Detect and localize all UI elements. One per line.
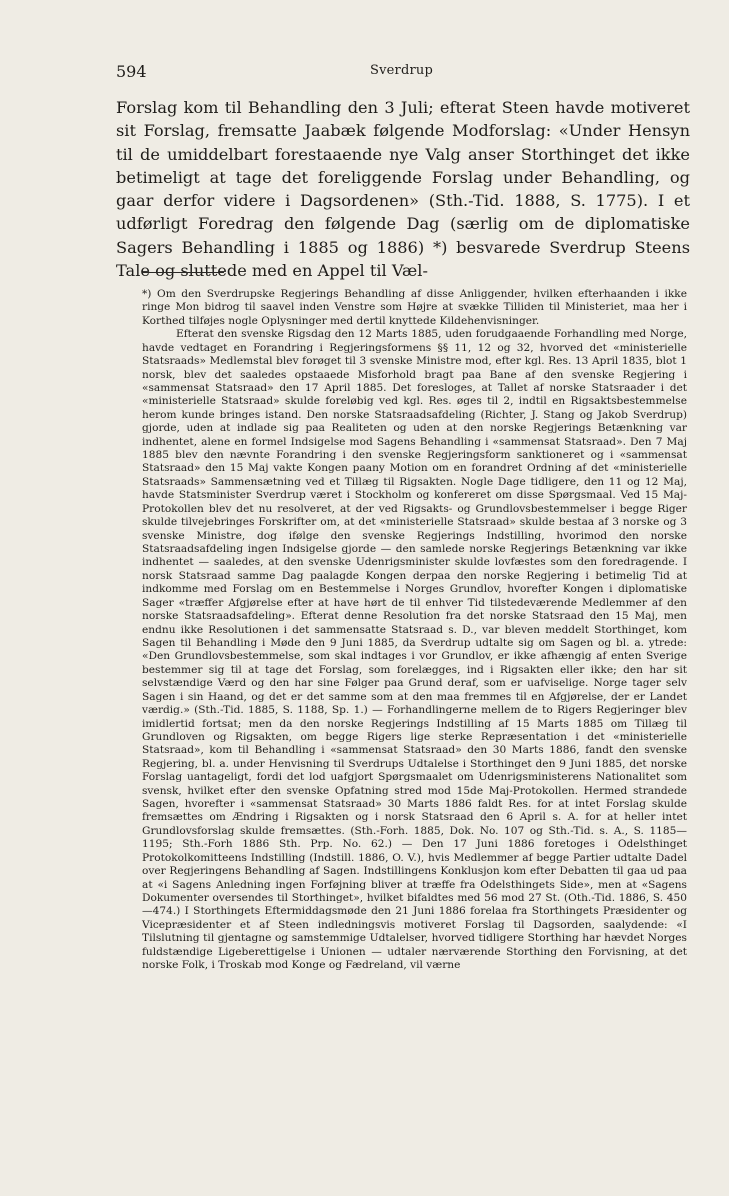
page-header — [116, 62, 689, 86]
running-head: Sverdrup — [370, 63, 433, 78]
main-paragraph: Forslag kom til Behandling den 3 Juli; efterat Steen havde motiveret sit Forslag, fremsatte Jaabæk følgende Modforslag: «Under Hensyn til de umiddelbart forestaaende nye Valg anser Storthinget det ikke betimeligt at tage det foreliggende Forslag under Behandling, og gaar derfor videre i Dagsordenen» (Sth.-Tid. 1888, S. 1775). I et udførligt Foredrag den følgende Dag (særlig om de diplomatiske Sagers Behandling i 1885 og 1886) *) besvarede Sverdrup Steens Tale og sluttede med en Appel til Væl- — [116, 98, 690, 281]
footnote-block — [142, 288, 687, 973]
page-number: 594 — [116, 62, 147, 81]
footnote-intro: *) Om den Sverdrupske Regjerings Behandling af disse Anliggender, hvilken efterhaanden i ikke ringe Mon bidrog til saavel inden Venstre som Højre at svække Tilliden til Ministeriet, maa her i Korthed tilføjes nogle Oplysninger med dertil knyttede Kildehenvisninger. — [142, 288, 687, 327]
footnote-paragraph: Efterat den svenske Rigsdag den 12 Marts 1885, uden forudgaaende Forhandling med Norge, havde vedtaget en Forandring i Regjeringsformens §§ 11, 12 og 32, hvorved det «ministerielle Statsraads» Medlemstal blev forøget til 3 svenske Ministre mod, efter kgl. Res. 13 April 1835, blot 1 norsk, blev det saaledes opstaaede Misforhold bragt paa Bane af den svenske Regjering i «sammensat Statsraad» den 17 April 1885. Det foresloges, at Tallet af norske Statsraader i det «ministerielle Statsraad» skulde foreløbig ved kgl. Res. øges til 2, indtil en Rigsaktsbestemmelse herom kunde bringes istand. Den norske Statsraadsafdeling (Richter, J. Stang og Jakob Sverdrup) gjorde, uden at indlade sig paa Realiteten og uden at den norske Regjerings Betænkning var indhentet, alene en formel Indsigelse mod Sagens Behandling i «sammensat Statsraad». Den 7 Maj 1885 blev den nævnte Forandring i den svenske Regjeringsform sanktioneret og i «sammensat Statsraad» den 15 Maj vakte Kongen paany Motion om en forandret Ordning af det «ministerielle Statsraads» Sammensætning ved et Tillæg til Rigsakten. Nogle Dage tidligere, den 11 og 12 Maj, havde Statsminister Sverdrup været i Stockholm og konfereret om disse Spørgsmaal. Ved 15 Maj-Protokollen blev det nu resolveret, at der ved Rigsakts- og Grundlovsbestemmelser i begge Riger skulde tilvejebringes Forskrifter om, at det «ministerielle Statsraad» skulde bestaa af 3 norske og 3 svenske Ministre, dog ifølge den svenske Regjerings Indstilling, hvorimod den norske Statsraadsafdeling ingen Indsigelse gjorde — den samlede norske Regjerings Betænkning var ikke indhentet — saaledes, at den svenske Udenrigsminister skulde lovfæstes som den foredragende. I norsk Statsraad samme Dag paalagde Kongen derpaa den norske Regjering i betimelig Tid at indkomme med Forslag om en Bestemmelse i Norges Grundlov, hvorefter Kongen i diplomatiske Sager «træffer Afgjørelse efter at have hørt de til enhver Tid tilstedeværende Medlemmer af den norske Statsraadsafdeling». Efterat denne Resolution fra det norske Statsraad den 15 Maj, men endnu ikke Resolutionen i det sammensatte Statsraad s. D., var bleven meddelt Storthinget, kom Sagen til Behandling i Møde den 9 Juni 1885, da Sverdrup udtalte sig om Sagen og bl. a. ytrede: «Den Grundlovsbestemmelse, som skal indtages i vor Grundlov, er ikke afhængig af enten Sverige bestemmer sig til at tage det Forslag, som forelægges, ind i Rigsakten eller ikke; den har sit selvstændige Værd og den har sine Følger paa Grund deraf, som er uafviselige. Norge tager selv Sagen i sin Haand, og det er det samme som at den maa fremmes til en Afgjørelse, der er Landet værdig.» (Sth.-Tid. 1885, S. 1188, Sp. 1.) — Forhandlingerne mellem de to Rigers Regjeringer blev imidlertid fortsat; men da den norske Regjerings Indstilling af 15 Marts 1885 om Tillæg til Grundloven og Rigsakten, om begge Rigers lige sterke Repræsentation i det «ministerielle Statsraad», kom til Behandling i «sammensat Statsraad» den 30 Marts 1886, fandt den svenske Regjering, bl. a. under Henvisning til Sverdrups Udtalelse i Storthinget den 9 Juni 1885, det norske Forslag uantageligt, fordi det lod uafgjort Spørgsmaalet om Udenrigsministerens Nationalitet som svensk, hvilket efter den svenske Opfatning stred mod 15de Maj-Protokollen. Hermed strandede Sagen, hvorefter i «sammensat Statsraad» 30 Marts 1886 faldt Res. for at intet Forslag skulde fremsættes om Ændring i Rigsakten og i norsk Statsraad den 6 April s. A. for at heller intet Grundlovsforslag skulde fremsættes. (Sth.-Forh. 1885, Dok. No. 107 og Sth.-Tid. s. A., S. 1185—1195; Sth.-Forh 1886 Sth. Prp. No. 62.) — Den 17 Juni 1886 foretoges i Odelsthinget Protokolkomitteens Indstilling (Indstill. 1886, O. V.), hvis Medlemmer af begge Partier udtalte Dadel over Regjeringens Behandling af Sagen. Indstillingens Konklusjon kom efter Debatten til gaa ud paa at «i Sagens Anledning ingen Forføjning bliver at træffe fra Odelsthingets Side», men at «Sagens Dokumenter oversendes til Storthinget», hvilket bifaldtes med 56 mod 27 St. (Oth.-Tid. 1886, S. 450—474.) I Storthingets Eftermiddagsmøde den 21 Juni 1886 forelaa fra Storthingets Præsidenter og Vicepræsidenter et af Steen indledningsvis motiveret Forslag til Dagsorden, saalydende: «I Tilslutning til gjentagne og samstemmige Udtalelser, hvorved tidligere Storthing har hævdet Norges fuldstændige Ligeberettigelse i Unionen — udtaler nærværende Storthing den Forvisning, at det norske Folk, i Troskab mod Konge og Fædreland, vil værne — [142, 328, 687, 972]
footnote-divider — [142, 272, 224, 273]
